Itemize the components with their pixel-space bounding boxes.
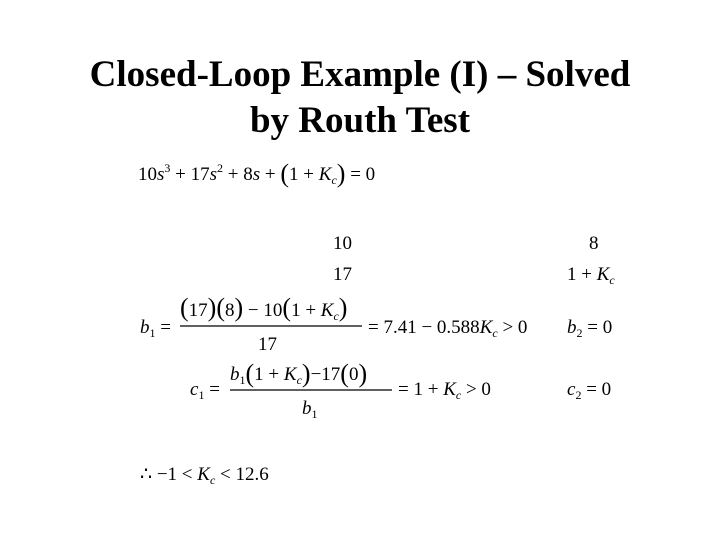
routh-r2-c1: 17: [333, 264, 352, 285]
characteristic-equation: [138, 159, 375, 188]
svg-text:b1(1 + Kc)−17(0): $b_1(1 + K_c)-17(0)$: [230, 359, 368, 388]
routh-r2-c2: [567, 264, 615, 287]
svg-text:b1 =: $b_1$ =: [140, 317, 171, 340]
c2-equation: [567, 379, 611, 402]
svg-text:∴ −1 < Kc < 12.6: ∴ $-1 < K_c < 12.6$: [140, 464, 269, 487]
routh-row-1: [333, 233, 599, 254]
svg-text:17: 17: [258, 334, 277, 355]
c1-equation: [190, 359, 491, 421]
svg-text:b2 = 0: $b_2 = 0$: [567, 317, 613, 340]
svg-text:= 7.41 − 0.588Kc > 0: = $7.41 - 0.588K_c > 0$: [368, 317, 528, 340]
b1-equation: [140, 293, 527, 355]
svg-text:= 1 + Kc > 0: = $1 + K_c > 0$: [398, 379, 491, 402]
svg-text:(17)(8) − 10(1 + Kc): $(17)(8) - 10(1 + K_c)$: [180, 293, 348, 323]
routh-r1-c2: 8: [589, 233, 599, 254]
routh-r1-c1: 10: [333, 233, 352, 254]
title-line-1: Closed-Loop Example (I) – Solved: [89, 54, 631, 95]
routh-row-2: [333, 264, 615, 287]
svg-text:10s3 + 17s2 + 8s + (1 + Kc) =: $10s^3 + 17s^2 + 8s + (1 + K_c) = 0$: [138, 159, 376, 188]
b2-equation: [567, 317, 612, 340]
title-line-2: by Routh Test: [249, 100, 471, 141]
svg-text:b1: $b_1$: [302, 398, 318, 421]
svg-text:1 + Kc: $1 + K_c$: [567, 264, 615, 287]
svg-text:c1 =: $c_1$ =: [190, 379, 220, 402]
conclusion-inequality: [140, 464, 269, 487]
svg-text:c2 = 0: $c_2 = 0$: [567, 379, 612, 402]
